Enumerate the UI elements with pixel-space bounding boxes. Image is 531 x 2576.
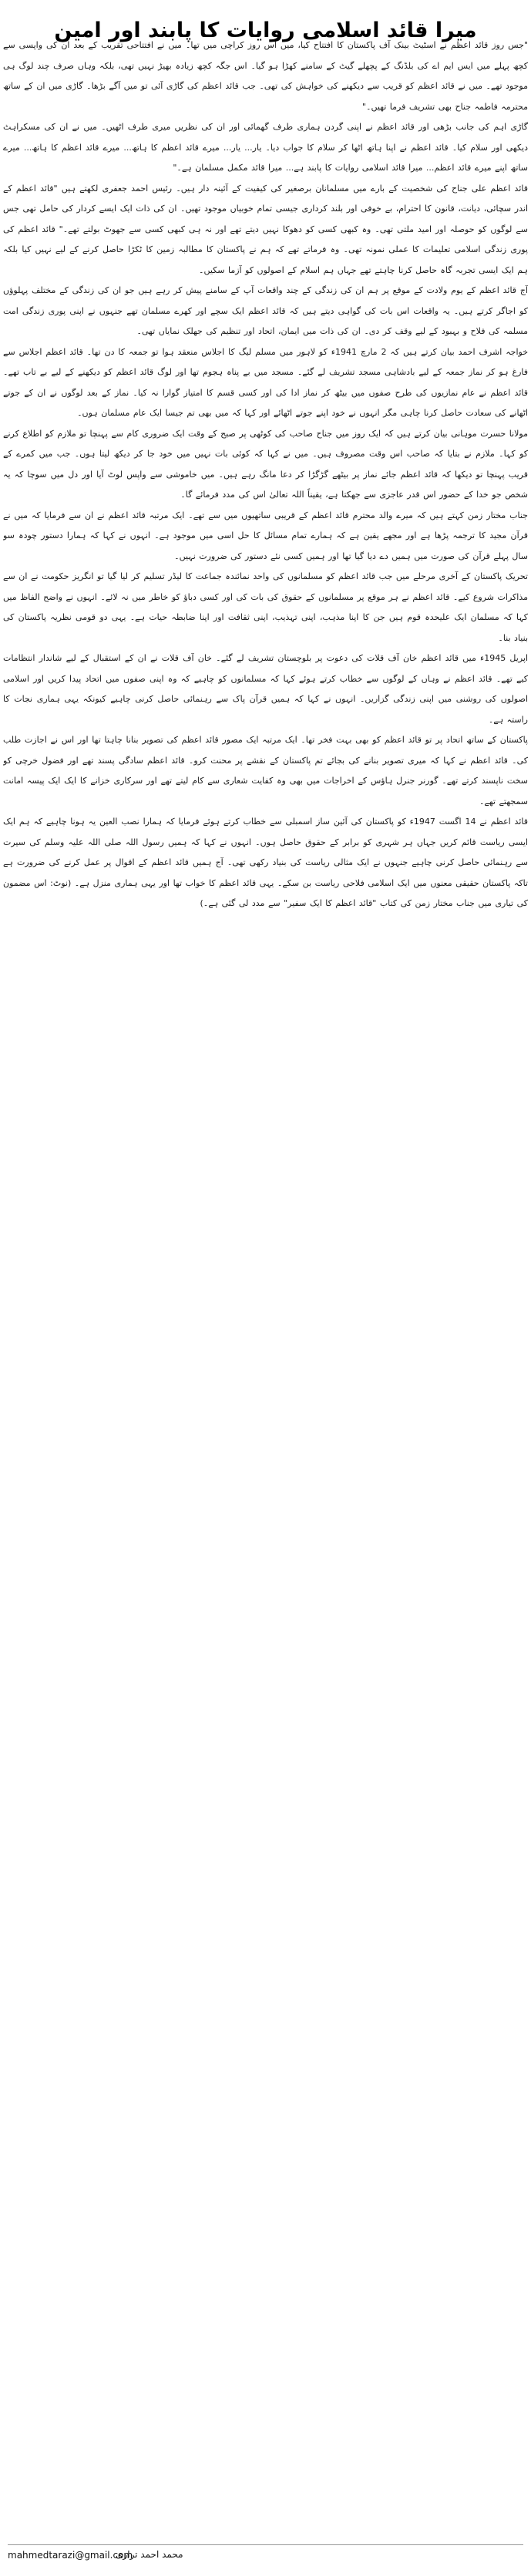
paragraph: جناب مختار زمن کہتے ہیں کہ میرے والد محترم قائد اعظم کے قریبی ساتھیوں میں سے تھے۔ ایک مرتبہ قائد اعظم نے ان سے فرمایا کہ میں نے قرآن مجید کا ترجمہ پڑھا ہے اور مجھے یقین ہے کہ ہمارے تمام مسائل کا حل اسی میں موجود ہے۔ انہوں نے کہا کہ ہمارا دستور چودہ سو سال پہلے قرآن کی صورت میں ہمیں دے دیا گیا تھا اور ہمیں کسی نئے دستور کی ضرورت نہیں۔ xyxy=(3,510,528,561)
paragraph: "جس روز قائد اعظم نے اسٹیٹ بینک آف پاکستان کا افتتاح کیا، میں اس روز کراچی میں تھا۔ میں نے افتتاحی تقریب کے بعد ان کی واپسی سے کچھ پہلے میں ایس ایم اے کی بلڈنگ کے پچھلے گیٹ کے سامنے کھڑا ہو گیا۔ اس جگہ کچھ زیادہ بھیڑ نہیں تھی، بلکہ وہاں صرف چند لوگ ہی موجود تھے۔ میں نے قائد اعظم کو قریب سے دیکھنے کی خواہش کی تھی۔ جب قائد اعظم کی گاڑی آئی تو میں آگے بڑھا۔ گاڑی میں ان کے ساتھ محترمہ فاطمہ جناح بھی تشریف فرما تھیں۔" xyxy=(3,40,528,112)
paragraph: گاڑی اہم کی جانب بڑھی اور قائد اعظم نے اپنی گردن ہماری طرف گھمائی اور ان کی نظریں میری طرف اٹھیں۔ میں نے ان کی مسکراہٹ دیکھی اور سلام کیا۔ قائد اعظم نے اپنا ہاتھ اٹھا کر سلام کا جواب دیا۔ یار... یار... میرے قائد اعظم کا ہاتھ... میرے قائد اعظم کا ہاتھ... میرے ساتھ اپنے میرے قائد اعظم... میرا قائد اسلامی روایات کا پابند ہے... میرا قائد مکمل مسلمان ہے۔" xyxy=(3,122,528,173)
article-headline: میرا قائد اسلامی روایات کا پابند اور امین xyxy=(54,19,477,43)
paragraph: تحریک پاکستان کے آخری مرحلے میں جب قائد اعظم کو مسلمانوں کی واحد نمائندہ جماعت کا لیڈر تسلیم کر لیا گیا تو انگریز حکومت نے ان سے مذاکرات شروع کیے۔ قائد اعظم نے ہر موقع پر مسلمانوں کے حقوق کی بات کی اور کسی دباؤ کو خاطر میں نہ لائے۔ انہوں نے واضح الفاظ میں کہا کہ مسلمان ایک علیحدہ قوم ہیں جن کا اپنا مذہب، اپنی تہذیب، اپنی ثقافت اور اپنا ضابطہ حیات ہے۔ یہی دو قومی نظریہ پاکستان کی بنیاد بنا۔ xyxy=(3,571,528,643)
paragraph: خواجہ اشرف احمد بیان کرتے ہیں کہ 2 مارچ 1941ء کو لاہور میں مسلم لیگ کا اجلاس منعقد ہوا تو جمعہ کا دن تھا۔ قائد اعظم اجلاس سے فارغ ہو کر نماز جمعہ کے لیے بادشاہی مسجد تشریف لے گئے۔ مسجد میں بے پناہ ہجوم تھا اور لوگ قائد اعظم کو دیکھنے کے لیے بے تاب تھے۔ قائد اعظم نے عام نمازیوں کی طرح صفوں میں بیٹھ کر نماز ادا کی اور کسی قسم کا امتیاز گوارا نہ کیا۔ نماز کے بعد لوگوں نے ان کے جوتے اٹھانے کی سعادت حاصل کرنا چاہی مگر انہوں نے خود اپنے جوتے اٹھائے اور کہا کہ میں بھی تم جیسا ایک عام مسلمان ہوں۔ xyxy=(3,346,528,418)
paragraph: پاکستان کے ساتھ اتحاد پر تو قائد اعظم کو بھی بہت فخر تھا۔ ایک مرتبہ ایک مصور قائد اعظم کی تصویر بنانا چاہتا تھا اور اس نے اجازت طلب کی۔ قائد اعظم نے کہا کہ میری تصویر بنانے کی بجائے تم پاکستان کے نقشے پر محنت کرو۔ قائد اعظم سادگی پسند تھے اور فضول خرچی کو سخت ناپسند کرتے تھے۔ گورنر جنرل ہاؤس کے اخراجات میں بھی وہ کفایت شعاری سے کام لیتے تھے اور سرکاری خزانے کا ایک ایک پیسہ امانت سمجھتے تھے۔ xyxy=(3,735,528,806)
paragraph: آج قائد اعظم کے یوم ولادت کے موقع پر ہم ان کی زندگی کے چند واقعات آپ کے سامنے پیش کر رہے ہیں جو ان کی زندگی کے مختلف پہلوؤں کو اجاگر کرتے ہیں۔ یہ واقعات اس بات کی گواہی دیتے ہیں کہ قائد اعظم ایک سچے اور کھرے مسلمان تھے جنہوں نے اپنی پوری زندگی امت مسلمہ کی فلاح و بہبود کے لیے وقف کر دی۔ ان کی ذات میں ایمان، اتحاد اور تنظیم کی جھلک نمایاں تھی۔ xyxy=(3,285,528,336)
paragraph: قائد اعظم نے 14 اگست 1947ء کو پاکستان کی آئین ساز اسمبلی سے خطاب کرتے ہوئے فرمایا کہ ہمارا نصب العین یہ ہونا چاہیے کہ ہم ایک ایسی ریاست قائم کریں جہاں ہر شہری کو برابر کے حقوق حاصل ہوں۔ انہوں نے کہا کہ ہمیں رسول اللہ صلی اللہ علیہ وسلم کی سیرت سے رہنمائی حاصل کرنی چاہیے جنہوں نے ایک مثالی ریاست کی بنیاد رکھی تھی۔ آج ہمیں قائد اعظم کے اقوال پر عمل کرنے کی ضرورت ہے تاکہ پاکستان حقیقی معنوں میں ایک اسلامی فلاحی ریاست بن سکے۔ یہی قائد اعظم کا خواب تھا اور یہی ہماری منزل ہے۔ (نوٹ: اس مضمون کی تیاری میں جناب مختار زمن کی کتاب "قائد اعظم کا ایک سفیر" سے مدد لی گئی ہے۔) xyxy=(3,817,528,908)
author-email: mahmedtarazi@gmail.com xyxy=(8,2550,133,2561)
paragraph: اپریل 1945ء میں قائد اعظم خان آف قلات کی دعوت پر بلوچستان تشریف لے گئے۔ خان آف قلات نے ان کے استقبال کے لیے شاندار انتظامات کیے تھے۔ قائد اعظم نے وہاں کے لوگوں سے خطاب کرتے ہوئے کہا کہ مسلمانوں کو چاہیے کہ وہ اپنی صفوں میں اتحاد پیدا کریں اور اسلامی اصولوں کی روشنی میں اپنی زندگی گزاریں۔ انہوں نے کہا کہ ہمیں قرآن پاک سے رہنمائی حاصل کرنی چاہیے کیونکہ یہی ہماری نجات کا راستہ ہے۔ xyxy=(3,653,528,725)
footer-divider xyxy=(8,2544,523,2545)
author-name: محمد احمد ترازی xyxy=(116,2549,183,2560)
article-body xyxy=(3,35,528,2540)
paragraph: قائد اعظم علی جناح کی شخصیت کے بارے میں مسلمانان برصغیر کی کیفیت کے آئینہ دار ہیں۔ رئیس احمد جعفری لکھتے ہیں "قائد اعظم کے اندر سچائی، دیانت، قانون کا احترام، بے خوفی اور بلند کرداری جیسی تمام خوبیاں موجود تھیں۔ ان کی ذات ایک ایسے کردار کی حامل تھی جس سے لوگوں کو حوصلہ اور امید ملتی تھی۔ وہ کبھی کسی کو دھوکا نہیں دیتے تھے اور نہ ہی کبھی کسی سے جھوٹ بولتے تھے۔" قائد اعظم کی پوری زندگی اسلامی تعلیمات کا عملی نمونہ تھی۔ وہ فرماتے تھے کہ ہم نے پاکستان کا مطالبہ زمین کا ٹکڑا حاصل کرنے کے لیے نہیں کیا بلکہ ہم ایک ایسی تجربہ گاہ حاصل کرنا چاہتے تھے جہاں ہم اسلام کے اصولوں کو آزما سکیں۔ xyxy=(3,183,528,275)
paragraph: مولانا حسرت موہانی بیان کرتے ہیں کہ ایک روز میں جناح صاحب کی کوٹھی پر صبح کے وقت ایک ضروری کام سے پہنچا تو ملازم کو اطلاع کرنے کو کہا۔ ملازم نے بتایا کہ صاحب اس وقت مصروف ہیں۔ میں نے کہا کہ کوئی بات نہیں میں خود جا کر دیکھ لیتا ہوں۔ جب میں کمرے کے قریب پہنچا تو دیکھا کہ قائد اعظم جائے نماز پر بیٹھے گڑگڑا کر دعا مانگ رہے ہیں۔ میں خاموشی سے واپس لوٹ آیا اور دل میں سوچا کہ یہ شخص جو خدا کے حضور اس قدر عاجزی سے جھکتا ہے، یقیناً اللہ تعالیٰ اس کی مدد فرمائے گا۔ xyxy=(3,428,528,500)
